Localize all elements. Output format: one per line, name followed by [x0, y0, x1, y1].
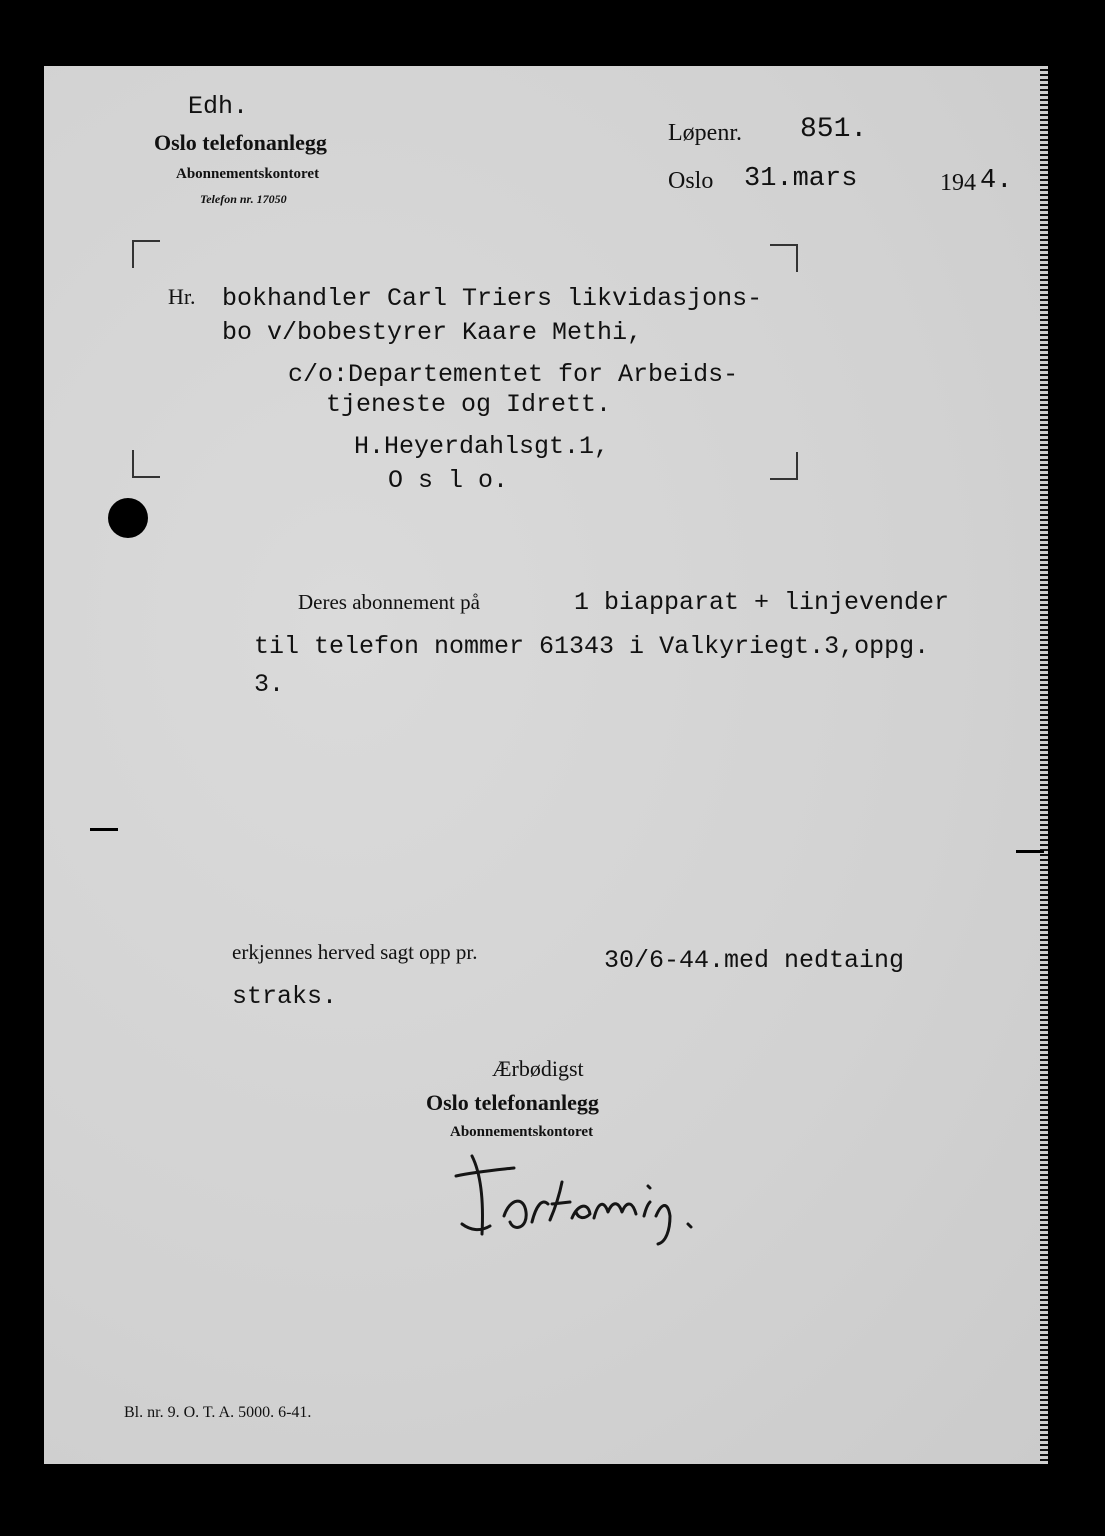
closing-greeting: Ærbødigst	[492, 1056, 584, 1081]
address-line-5: H.Heyerdahlsgt.1,	[354, 432, 610, 461]
body-intro-typed: 1 biapparat + linjevender	[574, 588, 950, 617]
date-year-suffix: 4.	[980, 166, 1013, 196]
perforated-edge	[1040, 66, 1048, 1464]
address-line-2: bo v/bobestyrer Kaare Methi,	[222, 318, 643, 347]
body-line-2: til telefon nommer 61343 i Valkyriegt.3,oppg.	[254, 632, 930, 661]
address-line-3: c/o:Departementet for Arbeids-	[288, 360, 739, 389]
address-salutation: Hr.	[168, 284, 196, 309]
address-corner-top-left	[132, 240, 160, 268]
address-line-6: O s l o.	[388, 466, 509, 495]
body-intro-label: Deres abonnement på	[298, 590, 480, 614]
lopenr-value: 851.	[800, 114, 868, 145]
paper-sheet	[44, 66, 1044, 1464]
ack-line-2: straks.	[232, 982, 338, 1011]
fold-mark-left	[90, 828, 118, 831]
address-corner-bottom-left	[132, 450, 160, 478]
punch-hole	[108, 498, 148, 538]
ack-typed: 30/6-44.med nedtaing	[604, 946, 905, 975]
date-year-prefix: 194	[940, 170, 976, 196]
closing-department: Abonnementskontoret	[450, 1124, 594, 1140]
address-line-1: bokhandler Carl Triers likvidasjons-	[222, 284, 763, 313]
closing-company: Oslo telefonanlegg	[426, 1090, 599, 1115]
address-corner-top-right	[770, 244, 798, 272]
letterhead-department: Abonnementskontoret	[176, 166, 320, 182]
ack-label: erkjennes herved sagt opp pr.	[232, 940, 478, 964]
date-day-month: 31.mars	[744, 164, 858, 194]
letterhead-company: Oslo telefonanlegg	[154, 130, 327, 155]
body-line-3: 3.	[254, 670, 285, 699]
form-number: Bl. nr. 9. O. T. A. 5000. 6-41.	[124, 1404, 312, 1421]
letterhead-phone: Telefon nr. 17050	[200, 192, 287, 206]
lopenr-label: Løpenr.	[668, 120, 742, 146]
date-place: Oslo	[668, 168, 714, 194]
fold-mark-right	[1016, 850, 1044, 853]
handwritten-signature	[444, 1146, 744, 1246]
reference-initials: Edh.	[188, 92, 249, 121]
address-corner-bottom-right	[770, 452, 798, 480]
address-line-4: tjeneste og Idrett.	[326, 390, 612, 419]
